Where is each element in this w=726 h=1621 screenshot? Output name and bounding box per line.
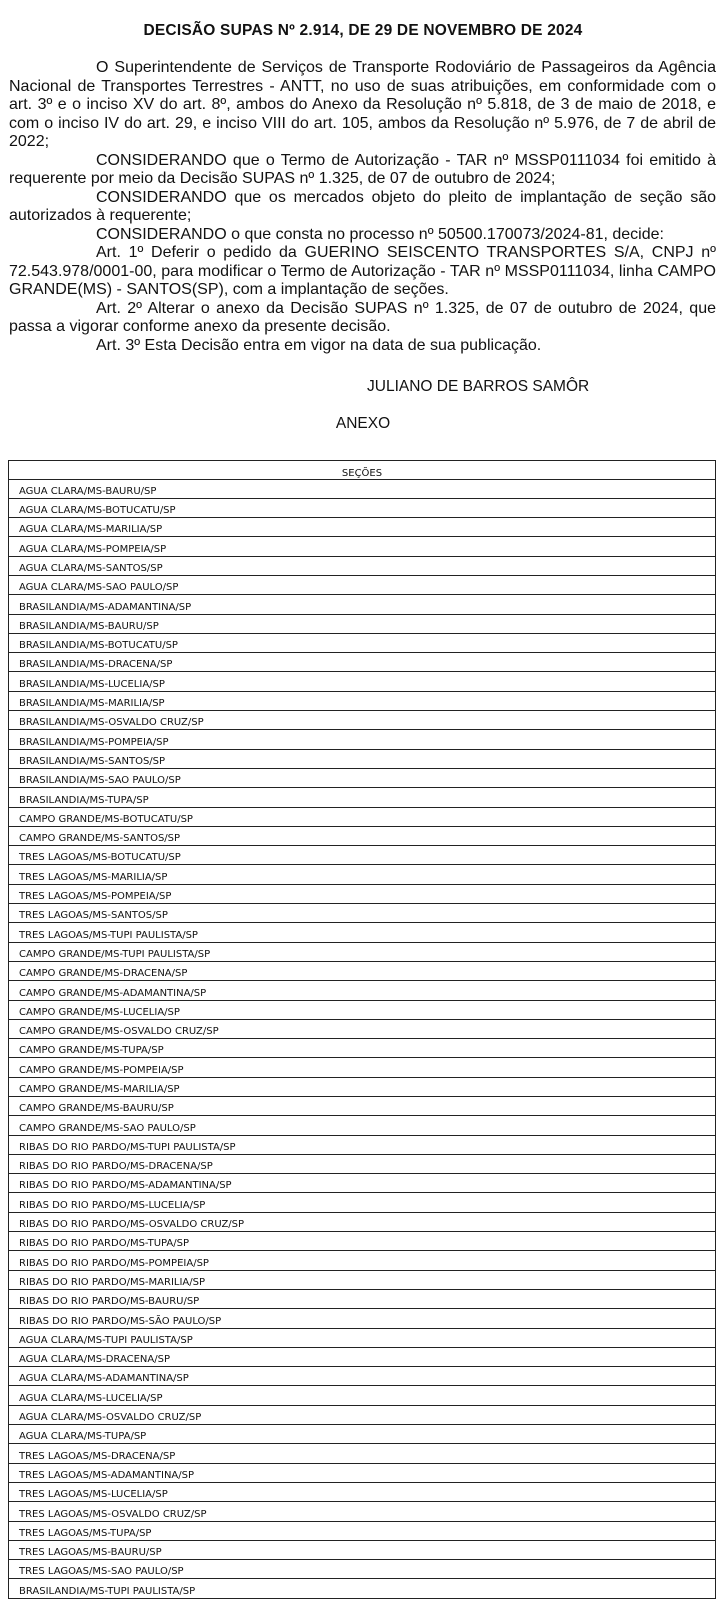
table-row bbox=[9, 556, 716, 575]
section-cell: CAMPO GRANDE/MS-LUCELIA/SP bbox=[9, 1000, 716, 1019]
section-cell: BRASILANDIA/MS-TUPI PAULISTA/SP bbox=[9, 1579, 716, 1598]
sections-table-body bbox=[9, 479, 716, 1598]
table-row bbox=[9, 1309, 716, 1328]
section-cell: CAMPO GRANDE/MS-MARILIA/SP bbox=[9, 1077, 716, 1096]
table-row bbox=[9, 1405, 716, 1424]
table-header-secoes: SEÇÕES bbox=[9, 461, 716, 480]
section-cell: TRES LAGOAS/MS-MARILIA/SP bbox=[9, 865, 716, 884]
article-2-paragraph: Art. 2º Alterar o anexo da Decisão SUPAS nº 1.325, de 07 de outubro de 2024, que passa a vigorar conforme anexo da presente decisão. bbox=[9, 299, 716, 335]
table-row bbox=[9, 614, 716, 633]
sections-table bbox=[8, 460, 716, 1599]
table-row bbox=[9, 653, 716, 672]
section-cell: TRES LAGOAS/MS-OSVALDO CRUZ/SP bbox=[9, 1502, 716, 1521]
table-row bbox=[9, 691, 716, 710]
table-row bbox=[9, 1463, 716, 1482]
table-row bbox=[9, 498, 716, 517]
section-cell: CAMPO GRANDE/MS-ADAMANTINA/SP bbox=[9, 981, 716, 1000]
section-cell: RIBAS DO RIO PARDO/MS-DRACENA/SP bbox=[9, 1154, 716, 1173]
section-cell: CAMPO GRANDE/MS-SANTOS/SP bbox=[9, 826, 716, 845]
section-cell: RIBAS DO RIO PARDO/MS-MARILIA/SP bbox=[9, 1270, 716, 1289]
section-cell: RIBAS DO RIO PARDO/MS-TUPI PAULISTA/SP bbox=[9, 1135, 716, 1154]
section-cell: BRASILANDIA/MS-LUCELIA/SP bbox=[9, 672, 716, 691]
considerando-paragraph-1: CONSIDERANDO que o Termo de Autorização - TAR nº MSSP0111034 foi emitido à requerente por meio da Decisão SUPAS nº 1.325, de 07 de outubro de 2024; bbox=[9, 151, 716, 187]
section-cell: CAMPO GRANDE/MS-SAO PAULO/SP bbox=[9, 1116, 716, 1135]
table-row bbox=[9, 942, 716, 961]
section-cell: TRES LAGOAS/MS-POMPEIA/SP bbox=[9, 884, 716, 903]
section-cell: AGUA CLARA/MS-ADAMANTINA/SP bbox=[9, 1367, 716, 1386]
table-row bbox=[9, 1174, 716, 1193]
section-cell: AGUA CLARA/MS-DRACENA/SP bbox=[9, 1347, 716, 1366]
table-row bbox=[9, 884, 716, 903]
table-row bbox=[9, 730, 716, 749]
table-row bbox=[9, 1444, 716, 1463]
table-header-row bbox=[9, 461, 716, 480]
table-row bbox=[9, 1502, 716, 1521]
section-cell: RIBAS DO RIO PARDO/MS-ADAMANTINA/SP bbox=[9, 1174, 716, 1193]
table-row bbox=[9, 749, 716, 768]
table-row bbox=[9, 1212, 716, 1231]
table-row bbox=[9, 1193, 716, 1212]
section-cell: CAMPO GRANDE/MS-BAURU/SP bbox=[9, 1097, 716, 1116]
table-row bbox=[9, 672, 716, 691]
table-row bbox=[9, 1482, 716, 1501]
section-cell: BRASILANDIA/MS-MARILIA/SP bbox=[9, 691, 716, 710]
section-cell: BRASILANDIA/MS-BAURU/SP bbox=[9, 614, 716, 633]
section-cell: RIBAS DO RIO PARDO/MS-BAURU/SP bbox=[9, 1289, 716, 1308]
table-row bbox=[9, 1019, 716, 1038]
table-row bbox=[9, 1521, 716, 1540]
table-row bbox=[9, 846, 716, 865]
section-cell: BRASILANDIA/MS-SAO PAULO/SP bbox=[9, 768, 716, 787]
section-cell: AGUA CLARA/MS-LUCELIA/SP bbox=[9, 1386, 716, 1405]
section-cell: AGUA CLARA/MS-POMPEIA/SP bbox=[9, 537, 716, 556]
table-row bbox=[9, 981, 716, 1000]
table-row bbox=[9, 1154, 716, 1173]
table-row bbox=[9, 865, 716, 884]
table-row bbox=[9, 904, 716, 923]
table-row bbox=[9, 1135, 716, 1154]
section-cell: RIBAS DO RIO PARDO/MS-TUPA/SP bbox=[9, 1232, 716, 1251]
article-1-paragraph: Art. 1º Deferir o pedido da GUERINO SEISCENTO TRANSPORTES S/A, CNPJ nº 72.543.978/0001-00, para modificar o Termo de Autorização - TAR nº MSSP0111034, linha CAMPO GRANDE(MS) - SANTOS(SP), com a implantação de seções. bbox=[9, 244, 716, 298]
table-row bbox=[9, 633, 716, 652]
table-row bbox=[9, 1367, 716, 1386]
section-cell: BRASILANDIA/MS-SANTOS/SP bbox=[9, 749, 716, 768]
section-cell: BRASILANDIA/MS-POMPEIA/SP bbox=[9, 730, 716, 749]
table-row bbox=[9, 961, 716, 980]
table-row bbox=[9, 1077, 716, 1096]
section-cell: CAMPO GRANDE/MS-TUPI PAULISTA/SP bbox=[9, 942, 716, 961]
section-cell: AGUA CLARA/MS-SANTOS/SP bbox=[9, 556, 716, 575]
table-row bbox=[9, 1270, 716, 1289]
document-title: DECISÃO SUPAS Nº 2.914, DE 29 DE NOVEMBRO DE 2024 bbox=[143, 22, 583, 39]
section-cell: TRES LAGOAS/MS-TUPI PAULISTA/SP bbox=[9, 923, 716, 942]
table-row bbox=[9, 1560, 716, 1579]
section-cell: CAMPO GRANDE/MS-OSVALDO CRUZ/SP bbox=[9, 1019, 716, 1038]
section-cell: RIBAS DO RIO PARDO/MS-SÃO PAULO/SP bbox=[9, 1309, 716, 1328]
table-row bbox=[9, 1579, 716, 1598]
section-cell: BRASILANDIA/MS-BOTUCATU/SP bbox=[9, 633, 716, 652]
section-cell: RIBAS DO RIO PARDO/MS-OSVALDO CRUZ/SP bbox=[9, 1212, 716, 1231]
section-cell: AGUA CLARA/MS-MARILIA/SP bbox=[9, 518, 716, 537]
table-row bbox=[9, 537, 716, 556]
section-cell: CAMPO GRANDE/MS-DRACENA/SP bbox=[9, 961, 716, 980]
annex-title: ANEXO bbox=[335, 415, 391, 432]
section-cell: TRES LAGOAS/MS-SAO PAULO/SP bbox=[9, 1560, 716, 1579]
table-row bbox=[9, 788, 716, 807]
table-row bbox=[9, 768, 716, 787]
section-cell: BRASILANDIA/MS-OSVALDO CRUZ/SP bbox=[9, 711, 716, 730]
table-row bbox=[9, 711, 716, 730]
table-row bbox=[9, 1347, 716, 1366]
table-row bbox=[9, 1425, 716, 1444]
section-cell: AGUA CLARA/MS-TUPI PAULISTA/SP bbox=[9, 1328, 716, 1347]
section-cell: TRES LAGOAS/MS-SANTOS/SP bbox=[9, 904, 716, 923]
sections-table-container bbox=[8, 460, 716, 1599]
table-row bbox=[9, 1039, 716, 1058]
section-cell: TRES LAGOAS/MS-LUCELIA/SP bbox=[9, 1482, 716, 1501]
table-row bbox=[9, 479, 716, 498]
table-row bbox=[9, 1289, 716, 1308]
table-row bbox=[9, 1058, 716, 1077]
table-row bbox=[9, 826, 716, 845]
section-cell: CAMPO GRANDE/MS-BOTUCATU/SP bbox=[9, 807, 716, 826]
table-row bbox=[9, 575, 716, 594]
section-cell: TRES LAGOAS/MS-TUPA/SP bbox=[9, 1521, 716, 1540]
table-row bbox=[9, 1116, 716, 1135]
section-cell: AGUA CLARA/MS-SAO PAULO/SP bbox=[9, 575, 716, 594]
section-cell: AGUA CLARA/MS-TUPA/SP bbox=[9, 1425, 716, 1444]
table-row bbox=[9, 1000, 716, 1019]
section-cell: BRASILANDIA/MS-TUPA/SP bbox=[9, 788, 716, 807]
document-body bbox=[9, 59, 716, 355]
section-cell: RIBAS DO RIO PARDO/MS-LUCELIA/SP bbox=[9, 1193, 716, 1212]
section-cell: AGUA CLARA/MS-OSVALDO CRUZ/SP bbox=[9, 1405, 716, 1424]
section-cell: CAMPO GRANDE/MS-TUPA/SP bbox=[9, 1039, 716, 1058]
section-cell: TRES LAGOAS/MS-BOTUCATU/SP bbox=[9, 846, 716, 865]
table-row bbox=[9, 1386, 716, 1405]
table-row bbox=[9, 1540, 716, 1559]
table-row bbox=[9, 807, 716, 826]
table-row bbox=[9, 1251, 716, 1270]
table-row bbox=[9, 595, 716, 614]
section-cell: TRES LAGOAS/MS-DRACENA/SP bbox=[9, 1444, 716, 1463]
considerando-paragraph-2: CONSIDERANDO que os mercados objeto do pleito de implantação de seção são autorizados à requerente; bbox=[9, 188, 716, 224]
preamble-paragraph: O Superintendente de Serviços de Transporte Rodoviário de Passageiros da Agência Nacional de Transportes Terrestres - ANTT, no uso de suas atribuições, em conformidade com o art. 3º e o inciso XV do art. 8º, ambos do Anexo da Resolução nº 5.818, de 3 de maio de 2018, e com o inciso IV do art. 29, e inciso VIII do art. 105, ambos da Resolução nº 5.976, de 7 de abril de 2022; bbox=[9, 59, 716, 150]
considerando-paragraph-3: CONSIDERANDO o que consta no processo nº 50500.170073/2024-81, decide: bbox=[96, 225, 664, 243]
section-cell: BRASILANDIA/MS-DRACENA/SP bbox=[9, 653, 716, 672]
table-row bbox=[9, 518, 716, 537]
table-row bbox=[9, 923, 716, 942]
section-cell: TRES LAGOAS/MS-BAURU/SP bbox=[9, 1540, 716, 1559]
section-cell: BRASILANDIA/MS-ADAMANTINA/SP bbox=[9, 595, 716, 614]
signature-name: JULIANO DE BARROS SAMÔR bbox=[367, 378, 590, 395]
article-3-paragraph: Art. 3º Esta Decisão entra em vigor na data de sua publicação. bbox=[96, 336, 542, 354]
section-cell: AGUA CLARA/MS-BAURU/SP bbox=[9, 479, 716, 498]
section-cell: CAMPO GRANDE/MS-POMPEIA/SP bbox=[9, 1058, 716, 1077]
table-row bbox=[9, 1097, 716, 1116]
section-cell: AGUA CLARA/MS-BOTUCATU/SP bbox=[9, 498, 716, 517]
section-cell: TRES LAGOAS/MS-ADAMANTINA/SP bbox=[9, 1463, 716, 1482]
table-row bbox=[9, 1232, 716, 1251]
table-row bbox=[9, 1328, 716, 1347]
section-cell: RIBAS DO RIO PARDO/MS-POMPEIA/SP bbox=[9, 1251, 716, 1270]
